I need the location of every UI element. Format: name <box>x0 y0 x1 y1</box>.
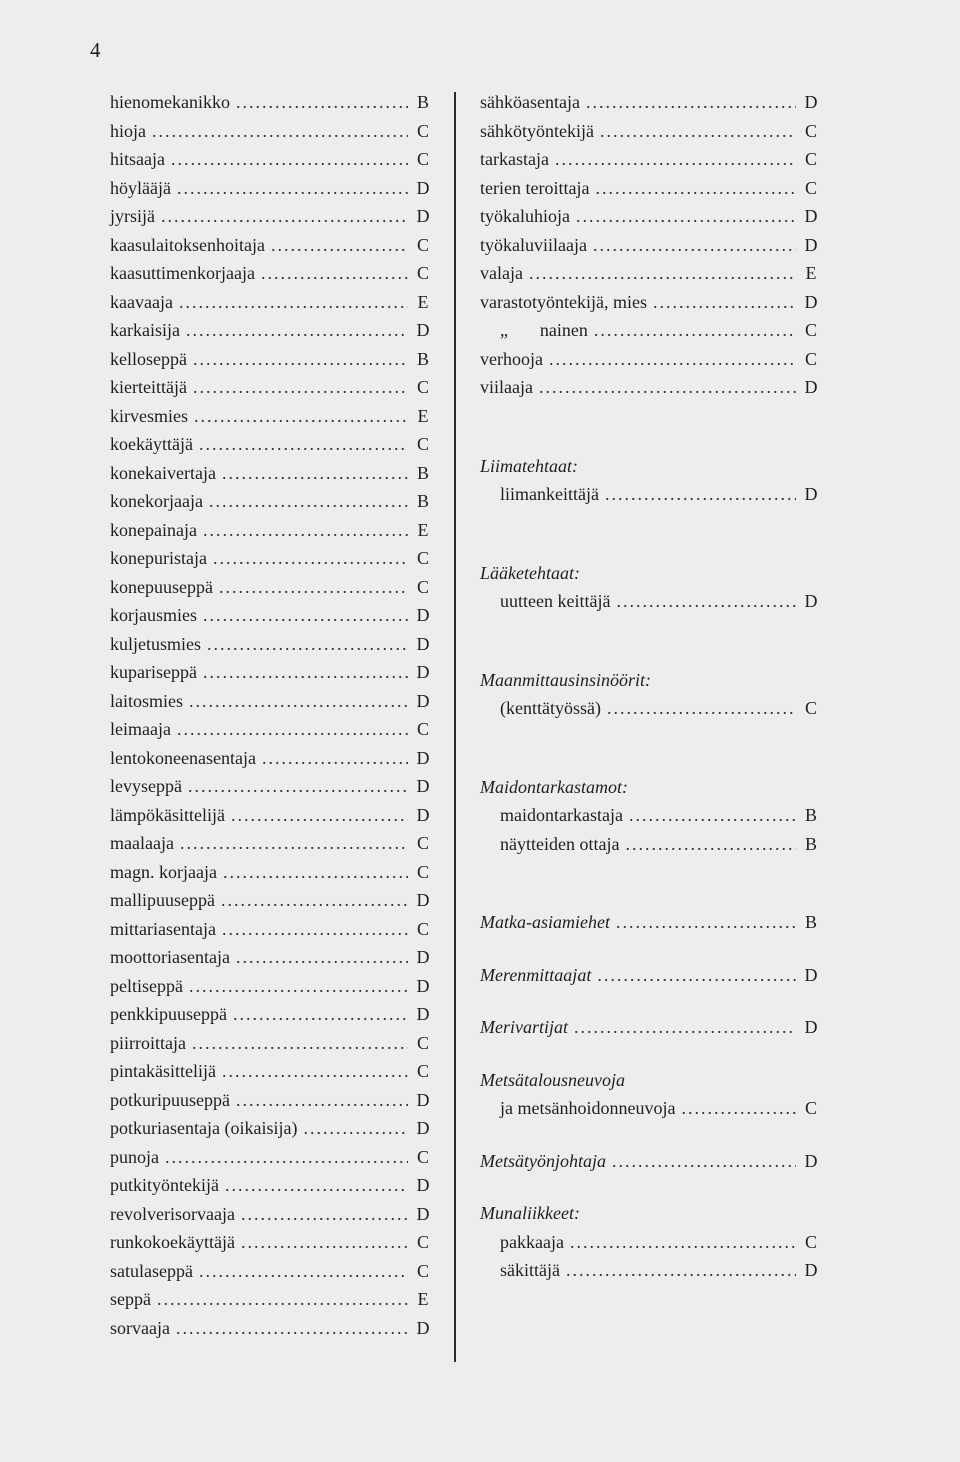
entry-grade: D <box>416 804 430 825</box>
leader-dots <box>222 459 408 488</box>
list-entry <box>110 345 432 374</box>
entry-name: työkaluviilaaja <box>480 234 587 255</box>
section-munaliikkeet-list <box>480 1228 820 1285</box>
list-entry <box>480 259 820 288</box>
entry-name: satulaseppä <box>110 1260 193 1281</box>
entry-grade: D <box>804 964 818 985</box>
leader-dots <box>177 715 408 744</box>
entry-name: konekorjaaja <box>110 491 203 511</box>
entry-grade: B <box>804 912 817 932</box>
leader-dots <box>576 202 796 231</box>
section-laaketehtaat-list <box>480 587 820 616</box>
entry-name: sähkötyöntekijä <box>480 120 594 141</box>
list-entry <box>110 430 432 459</box>
leader-dots <box>616 908 796 937</box>
entry-grade: C <box>416 833 429 853</box>
leader-dots <box>177 174 408 203</box>
entry-merenmittaajat <box>480 961 820 990</box>
entry-name: hienomekanikko <box>110 92 230 112</box>
list-entry <box>110 202 432 231</box>
entry-name: kaasulaitoksenhoitaja <box>110 234 265 255</box>
right-top-list <box>480 88 820 402</box>
list-entry <box>500 480 820 509</box>
entry-name: (kenttätyössä) <box>500 698 601 718</box>
entry-name: korjausmies <box>110 605 197 625</box>
leader-dots <box>597 961 796 990</box>
leader-dots <box>189 687 408 716</box>
list-entry <box>110 288 432 317</box>
entry-grade: C <box>416 576 429 597</box>
leader-dots <box>221 886 408 915</box>
list-entry <box>110 1114 432 1143</box>
entry-name: potkuripuuseppä <box>110 1089 230 1110</box>
entry-grade: C <box>804 320 817 340</box>
entry-name: mallipuuseppä <box>110 890 215 910</box>
entry-grade: D <box>416 776 430 796</box>
entry-name: tarkastaja <box>480 149 549 169</box>
entry-grade: C <box>804 1098 817 1118</box>
entry-grade: D <box>416 633 430 654</box>
ditto-mark: „ <box>500 320 508 340</box>
entry-name: karkaisija <box>110 320 180 340</box>
entry-name: kirvesmies <box>110 405 188 426</box>
entry-grade: D <box>416 947 430 967</box>
entry-grade: C <box>804 1231 817 1252</box>
leader-dots <box>612 1147 796 1176</box>
entry-name: säkittäjä <box>500 1260 560 1280</box>
entry-grade: C <box>804 120 817 141</box>
leader-dots <box>157 1285 408 1314</box>
leader-dots <box>199 1257 408 1286</box>
entry-grade: E <box>417 405 429 426</box>
entry-name: näytteiden ottaja <box>500 833 620 854</box>
leader-dots <box>549 345 796 374</box>
entry-name: valaja <box>480 263 523 283</box>
entry-grade: C <box>416 149 429 169</box>
entry-name: Merenmittaajat <box>480 964 592 985</box>
entry-name: nainen <box>539 320 588 340</box>
leader-dots <box>189 972 408 1001</box>
leader-dots <box>625 830 796 859</box>
entry-grade: D <box>804 206 818 226</box>
entry-name: uutteen keittäjä <box>500 591 611 611</box>
entry-name: Merivartijat <box>480 1017 568 1037</box>
entry-grade: B <box>804 805 817 825</box>
entry-name: levyseppä <box>110 776 182 796</box>
list-entry <box>110 1086 432 1115</box>
list-entry <box>110 886 432 915</box>
list-entry <box>110 231 432 260</box>
column-divider <box>454 92 456 1362</box>
entry-name: Metsätyönjohtaja <box>480 1150 606 1171</box>
entry-grade: D <box>416 1004 430 1024</box>
entry-grade: D <box>416 662 430 682</box>
entry-name: konepuuseppä <box>110 576 213 597</box>
list-entry <box>110 174 432 203</box>
leader-dots <box>570 1228 796 1257</box>
entry-grade: C <box>416 1232 429 1252</box>
entry-metsatyonjohtaja <box>480 1147 820 1176</box>
entry-grade: C <box>416 1032 429 1053</box>
leader-dots <box>593 231 796 260</box>
list-entry <box>480 373 820 402</box>
list-entry <box>110 1029 432 1058</box>
leader-dots <box>171 145 408 174</box>
list-entry <box>110 715 432 744</box>
entry-name: revolverisorvaaja <box>110 1203 235 1224</box>
entry-name: peltiseppä <box>110 975 183 996</box>
entry-merivartijat <box>480 1013 820 1042</box>
list-entry <box>110 630 432 659</box>
entry-grade: D <box>804 291 818 312</box>
leader-dots <box>271 231 408 260</box>
entry-grade: D <box>416 890 430 910</box>
entry-name: kaavaaja <box>110 291 173 312</box>
entry-grade: D <box>804 377 818 397</box>
list-entry <box>480 202 820 231</box>
entry-name: hitsaaja <box>110 149 165 169</box>
entry-grade: D <box>416 1203 430 1224</box>
leader-dots <box>223 858 408 887</box>
entry-grade: D <box>416 605 430 625</box>
leader-dots <box>600 117 796 146</box>
leader-dots <box>555 145 796 174</box>
section-heading-munaliikkeet: Munaliikkeet: <box>480 1203 580 1223</box>
entry-grade: E <box>417 519 429 540</box>
list-entry <box>500 801 820 830</box>
list-entry <box>110 573 432 602</box>
leader-dots <box>236 1086 408 1115</box>
entry-name: magn. korjaaja <box>110 861 217 882</box>
entry-grade: D <box>416 1089 430 1110</box>
entry-grade: D <box>416 747 430 768</box>
entry-name: mittariasentaja <box>110 918 216 939</box>
entry-name: hioja <box>110 120 146 141</box>
list-entry <box>110 316 432 345</box>
leader-dots <box>203 658 408 687</box>
list-entry <box>110 687 432 716</box>
entry-name: punoja <box>110 1146 159 1167</box>
list-entry <box>110 1000 432 1029</box>
entry-grade: D <box>416 320 430 340</box>
leader-dots <box>186 316 408 345</box>
entry-grade: C <box>416 120 429 141</box>
list-entry <box>110 801 432 830</box>
entry-grade: D <box>416 690 430 711</box>
entry-name: konepuristaja <box>110 548 207 568</box>
entry-grade: D <box>804 234 818 255</box>
entry-name: leimaaja <box>110 719 171 739</box>
list-entry <box>110 1257 432 1286</box>
entry-name: moottoriasentaja <box>110 947 230 967</box>
list-entry <box>500 587 820 616</box>
entry-name: koekäyttäjä <box>110 434 193 454</box>
list-entry <box>500 1256 820 1285</box>
entry-grade: C <box>416 548 429 568</box>
list-entry <box>110 1143 432 1172</box>
entry-name: verhooja <box>480 348 543 369</box>
entry-name: lentokoneenasentaja <box>110 747 256 768</box>
leader-dots <box>681 1094 796 1123</box>
leader-dots <box>203 601 408 630</box>
list-entry <box>110 516 432 545</box>
list-entry <box>500 1228 820 1257</box>
entry-name: liimankeittäjä <box>500 484 599 504</box>
entry-grade: D <box>804 92 818 112</box>
list-entry <box>480 88 820 117</box>
entry-grade: D <box>416 206 430 226</box>
list-entry <box>110 858 432 887</box>
list-entry <box>480 316 820 345</box>
leader-dots <box>222 915 408 944</box>
leader-dots <box>605 480 796 509</box>
section-liimatehtaat-list <box>480 480 820 509</box>
leader-dots <box>203 516 408 545</box>
entry-grade: D <box>804 591 818 611</box>
entry-name: jyrsijä <box>110 206 155 226</box>
leader-dots <box>236 88 408 117</box>
leader-dots <box>236 943 408 972</box>
list-entry <box>110 601 432 630</box>
entry-name: kaasuttimenkorjaaja <box>110 263 255 283</box>
section-heading-maidontarkastamot: Maidontarkastamot: <box>480 776 628 797</box>
entry-grade: B <box>416 462 429 483</box>
entry-name: penkkipuuseppä <box>110 1004 227 1024</box>
list-entry <box>110 943 432 972</box>
list-entry <box>110 145 432 174</box>
entry-grade: C <box>416 719 429 739</box>
left-column <box>110 88 432 1342</box>
entry-name: konepainaja <box>110 519 197 540</box>
leader-dots <box>180 829 408 858</box>
entry-name: kierteittäjä <box>110 377 187 397</box>
leader-dots <box>607 694 796 723</box>
list-entry <box>110 402 432 431</box>
entry-name: ja metsänhoidonneuvoja <box>500 1098 676 1118</box>
leader-dots <box>629 801 796 830</box>
leader-dots <box>222 1057 408 1086</box>
entry-grade: E <box>417 1289 429 1309</box>
list-entry <box>480 174 820 203</box>
leader-dots <box>176 1314 408 1343</box>
entry-metsanhoidonneuvoja <box>480 1094 820 1123</box>
leader-dots <box>241 1200 408 1229</box>
entry-grade: C <box>416 263 429 283</box>
entry-name: piirroittaja <box>110 1032 186 1053</box>
leader-dots <box>194 402 408 431</box>
entry-grade: D <box>804 1260 818 1280</box>
entry-name: sähköasentaja <box>480 92 580 112</box>
leader-dots <box>165 1143 408 1172</box>
leader-dots <box>594 316 796 345</box>
entry-name: pakkaaja <box>500 1231 564 1252</box>
entry-grade: B <box>416 348 429 369</box>
entry-grade: C <box>804 177 817 198</box>
list-entry <box>110 1171 432 1200</box>
entry-grade: C <box>416 1260 429 1281</box>
leader-dots <box>225 1171 408 1200</box>
leader-dots <box>241 1228 408 1257</box>
leader-dots <box>209 487 408 516</box>
leader-dots <box>207 630 408 659</box>
leader-dots <box>616 587 796 616</box>
list-entry <box>480 117 820 146</box>
entry-grade: D <box>416 1317 430 1338</box>
entry-grade: D <box>804 1150 818 1171</box>
entry-name: terien teroittaja <box>480 177 590 198</box>
section-maanmittausinsinoorit-list <box>480 694 820 723</box>
leader-dots <box>231 801 408 830</box>
entry-name: höylääjä <box>110 177 171 198</box>
entry-name: seppä <box>110 1289 151 1309</box>
list-entry <box>480 231 820 260</box>
entry-name: sorvaaja <box>110 1317 170 1338</box>
entry-name: kelloseppä <box>110 348 187 369</box>
list-entry <box>480 145 820 174</box>
leader-dots <box>586 88 796 117</box>
list-entry <box>110 1285 432 1314</box>
list-entry <box>110 972 432 1001</box>
section-heading-laaketehtaat: Lääketehtaat: <box>480 562 580 583</box>
entry-grade: E <box>805 263 817 283</box>
list-entry <box>110 117 432 146</box>
leader-dots <box>193 345 408 374</box>
entry-name: kupariseppä <box>110 662 197 682</box>
list-entry <box>110 1314 432 1343</box>
entry-name: maidontarkastaja <box>500 805 623 825</box>
entry-name: laitosmies <box>110 690 183 711</box>
entry-grade: C <box>416 861 429 882</box>
leader-dots <box>595 174 796 203</box>
entry-grade: D <box>804 1017 818 1037</box>
list-entry <box>110 88 432 117</box>
leader-dots <box>574 1013 796 1042</box>
leader-dots <box>303 1114 408 1143</box>
leader-dots <box>179 288 408 317</box>
leader-dots <box>262 744 408 773</box>
entry-grade: D <box>804 484 818 504</box>
list-entry <box>500 694 820 723</box>
leader-dots <box>192 1029 408 1058</box>
entry-matka-asiamiehet <box>480 908 820 937</box>
right-column <box>480 88 820 1285</box>
entry-name: putkityöntekijä <box>110 1175 219 1195</box>
entry-name: maalaaja <box>110 833 174 853</box>
entry-grade: C <box>416 434 429 454</box>
section-heading-metsatalousneuvoja: Metsätalousneuvoja <box>480 1069 625 1090</box>
leader-dots <box>529 259 796 288</box>
leader-dots <box>199 430 408 459</box>
entry-name: lämpökäsittelijä <box>110 804 225 825</box>
entry-name: Matka-asiamiehet <box>480 912 610 932</box>
list-entry <box>110 1200 432 1229</box>
page-number: 4 <box>90 38 101 62</box>
entry-name: viilaaja <box>480 377 533 397</box>
entry-grade: B <box>416 491 429 511</box>
leader-dots <box>213 544 408 573</box>
entry-grade: E <box>417 291 429 312</box>
section-heading-liimatehtaat: Liimatehtaat: <box>480 455 578 476</box>
leader-dots <box>261 259 408 288</box>
list-entry <box>110 744 432 773</box>
leader-dots <box>152 117 408 146</box>
list-entry <box>110 1228 432 1257</box>
entry-name: kuljetusmies <box>110 633 201 654</box>
entry-grade: C <box>804 348 817 369</box>
entry-name: runkokoekäyttäjä <box>110 1232 235 1252</box>
leader-dots <box>161 202 408 231</box>
entry-grade: C <box>416 1061 429 1081</box>
list-entry <box>110 772 432 801</box>
list-entry <box>480 345 820 374</box>
list-entry <box>110 915 432 944</box>
leader-dots <box>193 373 408 402</box>
entry-name: pintakäsittelijä <box>110 1061 216 1081</box>
list-entry <box>110 259 432 288</box>
list-entry <box>110 459 432 488</box>
entry-grade: C <box>416 918 429 939</box>
entry-grade: C <box>804 149 817 169</box>
entry-grade: B <box>416 92 429 112</box>
section-maidontarkastamot-list <box>480 801 820 858</box>
entry-grade: D <box>416 1118 430 1138</box>
list-entry <box>110 373 432 402</box>
list-entry <box>110 829 432 858</box>
list-entry <box>110 544 432 573</box>
leader-dots <box>566 1256 796 1285</box>
entry-grade: D <box>416 975 430 996</box>
leader-dots <box>219 573 408 602</box>
list-entry <box>110 1057 432 1086</box>
entry-name: varastotyöntekijä, mies <box>480 291 647 312</box>
entry-grade: C <box>416 234 429 255</box>
entry-grade: C <box>416 1146 429 1167</box>
entry-grade: D <box>416 1175 430 1195</box>
entry-grade: C <box>804 698 817 718</box>
entry-grade: D <box>416 177 430 198</box>
entry-name: konekaivertaja <box>110 462 216 483</box>
leader-dots <box>188 772 408 801</box>
entry-grade: B <box>804 833 817 854</box>
leader-dots <box>539 373 796 402</box>
leader-dots <box>233 1000 408 1029</box>
list-entry <box>480 288 820 317</box>
entry-name: työkaluhioja <box>480 206 570 226</box>
entry-grade: C <box>416 377 429 397</box>
entry-name: potkuriasentaja (oikaisija) <box>110 1118 298 1138</box>
leader-dots <box>653 288 796 317</box>
section-heading-maanmittausinsinoorit: Maanmittausinsinöörit: <box>480 669 652 690</box>
list-entry <box>500 830 820 859</box>
list-entry <box>110 658 432 687</box>
list-entry <box>110 487 432 516</box>
